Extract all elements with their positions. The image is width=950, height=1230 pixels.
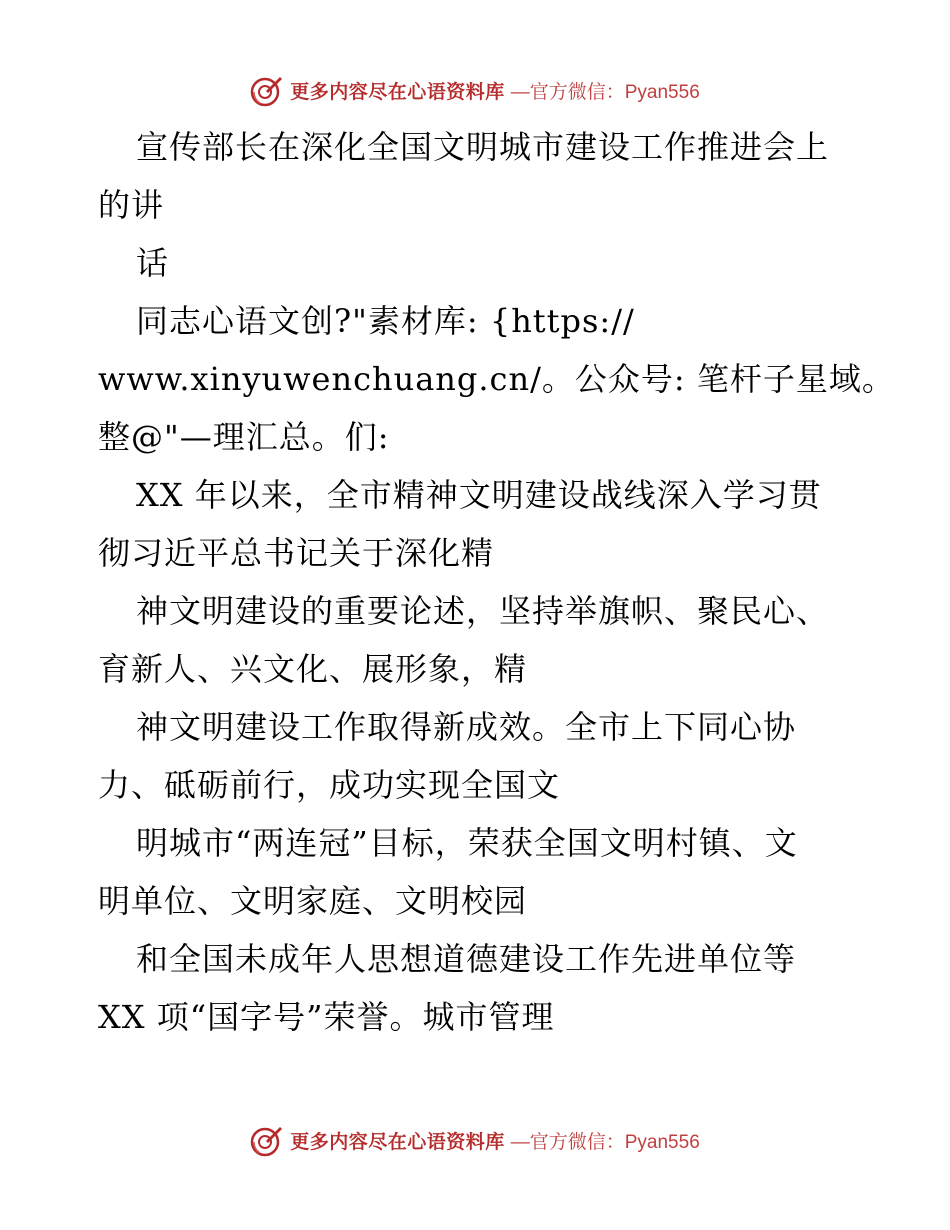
text-line: 话 <box>136 244 170 282</box>
header-brand-text: 更多内容尽在心语资料库 <box>290 80 505 103</box>
text-line: 整@"—理汇总。们: <box>98 418 390 456</box>
header-watermark-banner <box>0 70 950 110</box>
text-line: XX 年以来，全市精神文明建设战线深入学习贯 <box>136 476 822 514</box>
brand-logo-icon <box>250 73 284 107</box>
text-line: 彻习近平总书记关于深化精 <box>98 534 495 572</box>
text-line: XX 项“国字号”荣誉。城市管理 <box>98 998 555 1036</box>
text-line: 和全国未成年人思想道德建设工作先进单位等 <box>136 940 797 978</box>
text-line: 力、砥砺前行，成功实现全国文 <box>98 766 561 804</box>
text-line: 宣传部长在深化全国文明城市建设工作推进会上 <box>136 128 830 166</box>
footer-watermark-banner <box>0 1120 950 1160</box>
text-line: 育新人、兴文化、展形象，精 <box>98 650 528 688</box>
brand-logo-icon <box>250 1123 284 1157</box>
footer-brand-text: 更多内容尽在心语资料库 <box>290 1130 505 1153</box>
text-line: 神文明建设工作取得新成效。全市上下同心协 <box>136 708 797 746</box>
text-line: 明城市“两连冠”目标，荣获全国文明村镇、文 <box>136 824 798 862</box>
text-line: 同志心语文创?"素材库: {https:// <box>136 302 635 340</box>
header-wechat-text: —官方微信：Pyan556 <box>510 81 700 103</box>
footer-wechat-text: —官方微信：Pyan556 <box>510 1131 700 1153</box>
document-body <box>98 118 895 1046</box>
text-line: 神文明建设的重要论述，坚持举旗帜、聚民心、 <box>136 592 830 630</box>
text-line: www.xinyuwenchuang.cn/。公众号: 笔杆子星域。 <box>98 360 895 398</box>
text-line: 明单位、文明家庭、文明校园 <box>98 882 528 920</box>
text-line: 的讲 <box>98 186 165 224</box>
